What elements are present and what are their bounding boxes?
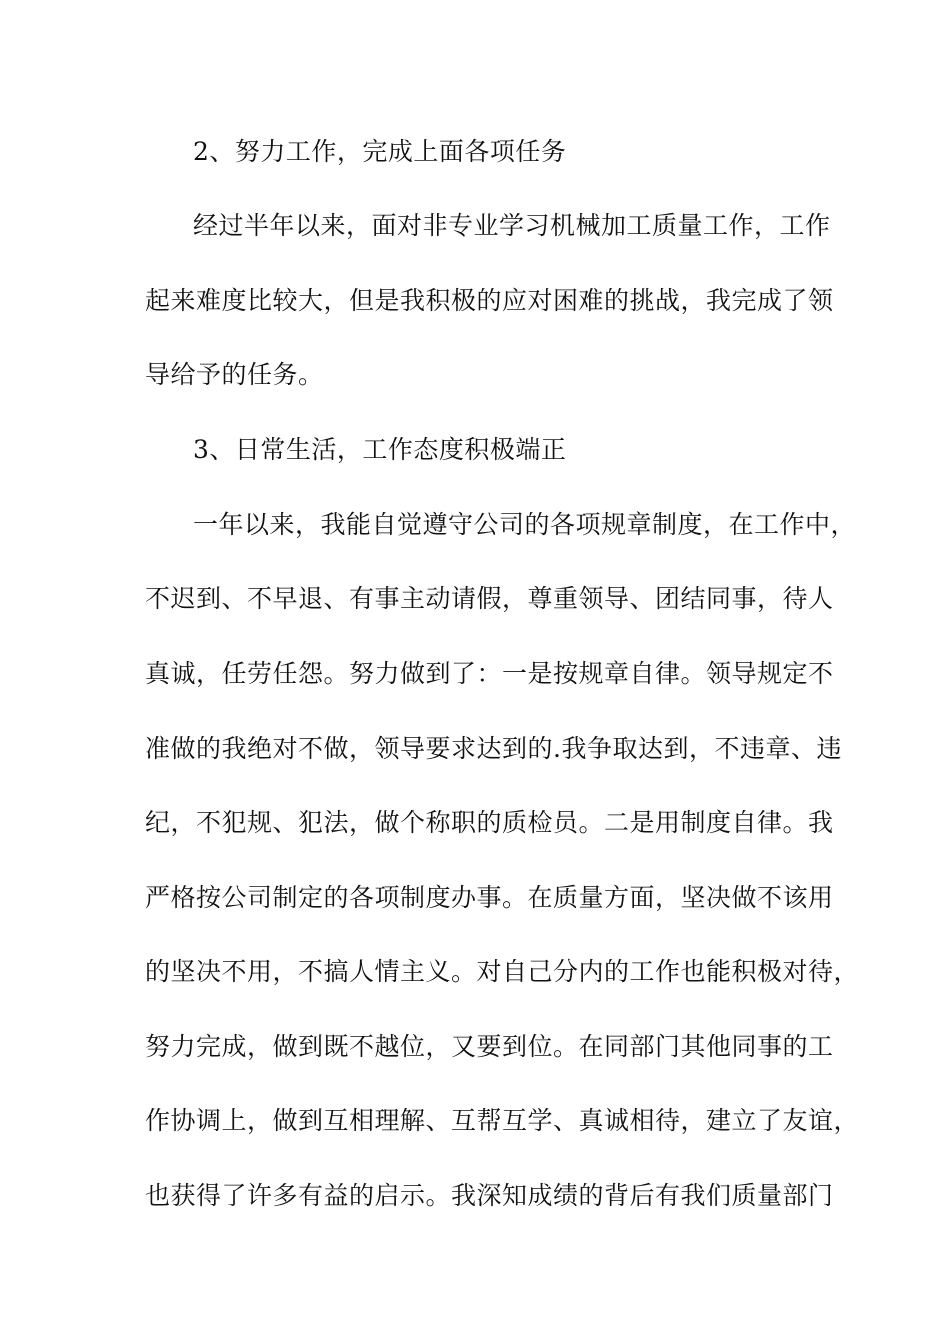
paragraph-line: 努力完成，做到既不越位，又要到位。在同部门其他同事的工 — [145, 1032, 834, 1061]
paragraph-line: 也获得了许多有益的启示。我深知成绩的背后有我们质量部门 — [145, 1181, 834, 1210]
paragraph-line: 纪，不犯规、犯法，做个称职的质检员。二是用制度自律。我 — [145, 808, 834, 837]
paragraph-line: 严格按公司制定的各项制度办事。在质量方面，坚决做不该用 — [145, 883, 834, 912]
paragraph-line: 起来难度比较大，但是我积极的应对困难的挑战，我完成了领 — [145, 286, 834, 315]
paragraph-line: 的坚决不用，不搞人情主义。对自己分内的工作也能积极对待， — [145, 957, 860, 986]
section-heading-2: 2、努力工作，完成上面各项任务 — [193, 137, 567, 166]
paragraph-line: 真诚，任劳任怨。努力做到了：一是按规章自律。领导规定不 — [145, 659, 834, 688]
paragraph-line: 作协调上，做到互相理解、互帮互学、真诚相待，建立了友谊， — [145, 1106, 860, 1135]
paragraph-line: 不迟到、不早退、有事主动请假，尊重领导、团结同事，待人 — [145, 584, 834, 613]
paragraph-line: 准做的我绝对不做，领导要求达到的.我争取达到，不违章、违 — [145, 734, 842, 763]
paragraph-line: 一年以来，我能自觉遵守公司的各项规章制度，在工作中， — [193, 510, 857, 539]
section-heading-3: 3、日常生活，工作态度积极端正 — [193, 435, 567, 464]
paragraph-line: 经过半年以来，面对非专业学习机械加工质量工作，工作 — [193, 211, 831, 240]
paragraph-line: 导给予的任务。 — [145, 360, 324, 389]
